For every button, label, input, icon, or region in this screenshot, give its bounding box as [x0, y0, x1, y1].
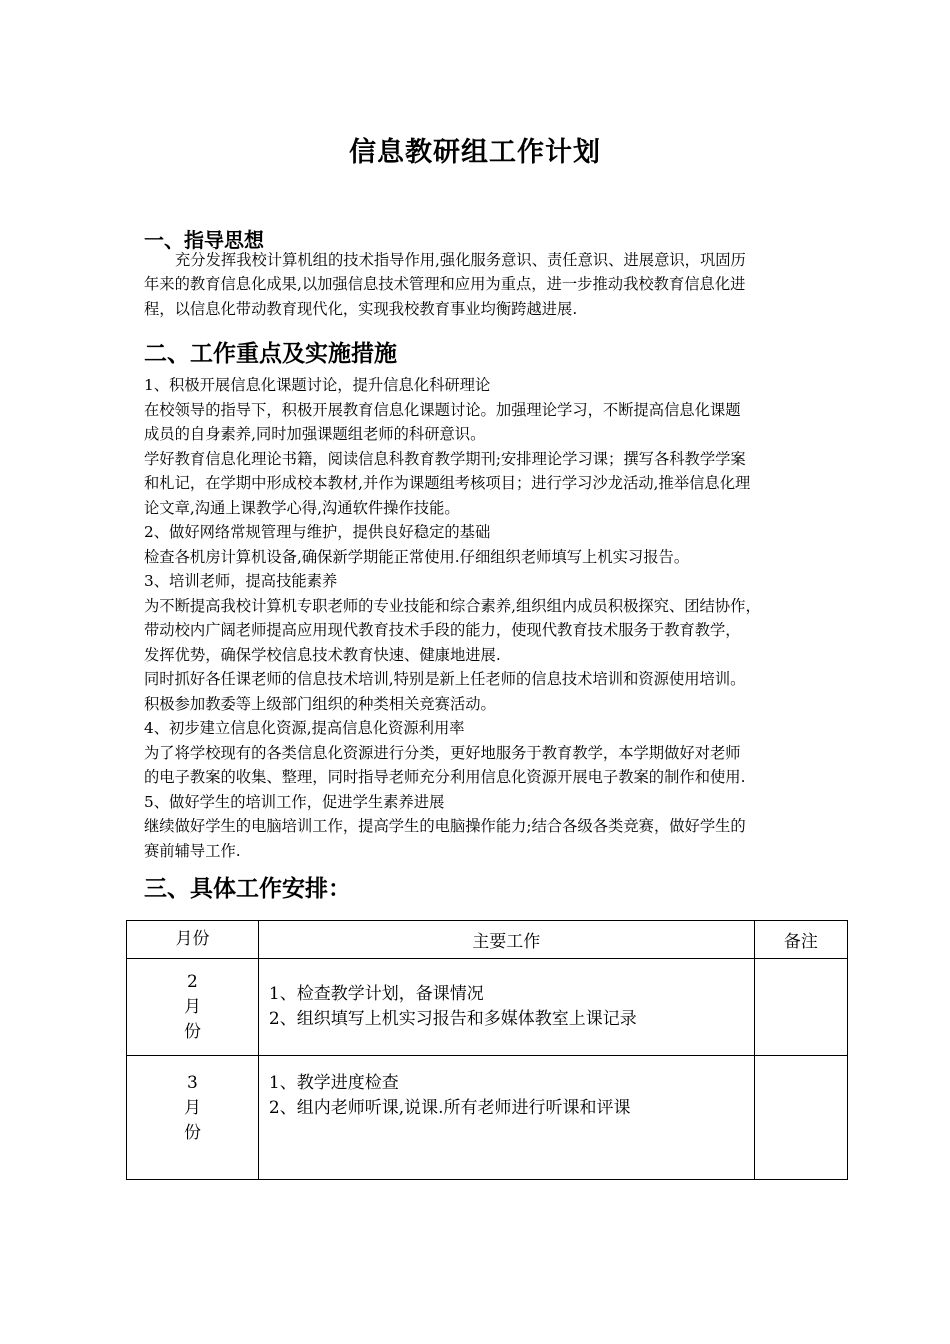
work-item: 1、检查教学计划，备课情况 [268, 984, 484, 1004]
month-char: 月 [183, 996, 201, 1017]
paragraph-line: 成员的自身素养,同时加强课题组老师的科研意识。 [144, 425, 486, 443]
section1-heading: 一、指导思想 [144, 228, 264, 252]
paragraph-line: 发挥优势，确保学校信息技术教育快速、健康地进展. [144, 646, 501, 664]
paragraph-line: 5、做好学生的培训工作，促进学生素养进展 [144, 793, 445, 811]
month-char: 份 [183, 1021, 201, 1042]
paragraph-line: 赛前辅导工作. [144, 842, 241, 860]
paragraph-line: 积极参加教委等上级部门组织的种类相关竞赛活动。 [144, 695, 496, 713]
paragraph-line: 在校领导的指导下，积极开展教育信息化课题讨论。加强理论学习，不断提高信息化课题 [144, 401, 741, 419]
month-char: 份 [183, 1123, 201, 1143]
section2-heading: 二、工作重点及实施措施 [144, 340, 397, 367]
paragraph-line: 带动校内广阔老师提高应用现代教育技术手段的能力，使现代教育技术服务于教育教学， [144, 621, 741, 639]
month-char: 2 [187, 971, 198, 992]
paragraph-line: 学好教育信息化理论书籍，阅读信息科教育教学期刊;安排理论学习课；撰写各科教学学案 [144, 450, 746, 468]
month-cell [127, 1056, 259, 1180]
paragraph-line: 的电子教案的收集、整理，同时指导老师充分利用信息化资源开展电子教案的制作和使用. [144, 768, 746, 786]
paragraph-line: 2、做好网络常规管理与维护，提供良好稳定的基础 [144, 523, 491, 541]
table-row [127, 1056, 848, 1180]
header-main-work: 主要工作 [258, 921, 754, 959]
paragraph-line: 继续做好学生的电脑培训工作，提高学生的电脑操作能力;结合各级各类竞赛，做好学生的 [144, 817, 746, 835]
month-char: 3 [187, 1073, 198, 1093]
document-title: 信息教研组工作计划 [349, 137, 601, 168]
paragraph-line: 同时抓好各任课老师的信息技术培训,特别是新上任老师的信息技术培训和资源使用培训。 [144, 670, 746, 688]
paragraph-line: 程，以信息化带动教育现代化，实现我校教育事业均衡跨越进展. [144, 300, 578, 318]
paragraph-line: 3、培训老师，提高技能素养 [144, 572, 338, 590]
schedule-table [126, 920, 848, 1180]
work-item: 2、组织填写上机实习报告和多媒体教室上课记录 [268, 1009, 637, 1029]
paragraph-line: 论文章,沟通上课教学心得,沟通软件操作技能。 [144, 499, 460, 517]
note-cell [754, 1056, 847, 1180]
month-char: 月 [183, 1098, 201, 1118]
section3-heading: 三、具体工作安排： [144, 875, 351, 902]
paragraph-line: 年来的教育信息化成果,以加强信息技术管理和应用为重点，进一步推动我校教育信息化进 [144, 275, 746, 293]
paragraph-line: 和札记，在学期中形成校本教材,并作为课题组考核项目；进行学习沙龙活动,推举信息化理 [144, 474, 751, 492]
table-row [127, 959, 848, 1056]
work-item: 1、教学进度检查 [268, 1073, 399, 1093]
month-cell [127, 959, 259, 1056]
paragraph-line: 为了将学校现有的各类信息化资源进行分类，更好地服务于教育教学，本学期做好对老师 [144, 744, 741, 762]
work-item: 2、组内老师听课,说课.所有老师进行听课和评课 [268, 1098, 631, 1118]
paragraph-line: 检查各机房计算机设备,确保新学期能正常使用.仔细组织老师填写上机实习报告。 [144, 548, 690, 566]
paragraph-line: 1、积极开展信息化课题讨论，提升信息化科研理论 [144, 376, 491, 394]
work-cell [258, 1056, 754, 1180]
paragraph-line: 为不断提高我校计算机专职老师的专业技能和综合素养,组织组内成员积极探究、团结协作， [144, 597, 761, 615]
paragraph-line: 4、初步建立信息化资源,提高信息化资源利用率 [144, 719, 465, 737]
header-month: 月份 [127, 921, 259, 959]
header-note: 备注 [754, 921, 847, 959]
table-header-row [127, 921, 848, 959]
paragraph-line: 充分发挥我校计算机组的技术指导作用,强化服务意识、责任意识、进展意识，巩固历 [175, 251, 746, 269]
note-cell [754, 959, 847, 1056]
work-cell [258, 959, 754, 1056]
